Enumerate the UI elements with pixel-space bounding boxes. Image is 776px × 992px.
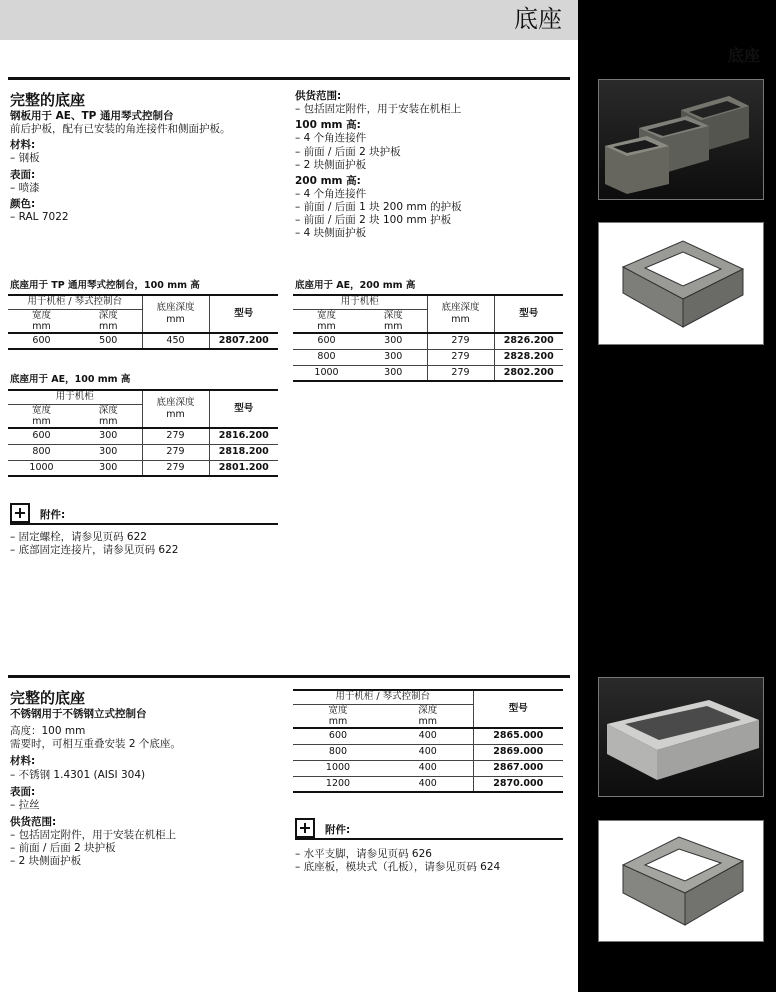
- list-item: – 前面 / 后面 2 块护板: [10, 842, 116, 855]
- cell-width: 600: [293, 333, 360, 349]
- plus-icon: [295, 818, 315, 838]
- cell-model: 2867.000: [473, 760, 563, 776]
- cell-width: 800: [293, 744, 383, 760]
- section1-subtitle: 钢板用于 AE、TP 通用琴式控制台: [10, 110, 174, 122]
- table-group-header: 用于机柜: [8, 390, 142, 404]
- cell-width: 1200: [293, 776, 383, 792]
- color-value: – RAL 7022: [10, 210, 69, 223]
- header-bar: [0, 0, 578, 40]
- cell-depth: 300: [360, 365, 427, 381]
- supply-value: – 包括固定附件，用于安装在机柜上: [295, 103, 462, 116]
- cell-width: 600: [293, 728, 383, 744]
- table-row: [293, 365, 563, 381]
- table-row: [8, 444, 278, 460]
- cell-width: 800: [8, 444, 75, 460]
- cell-depth: 300: [360, 349, 427, 365]
- cell-model: 2816.200: [209, 428, 278, 444]
- list-item: – 2 块侧面护板: [10, 855, 82, 868]
- cell-width: 600: [8, 428, 75, 444]
- cell-model: 2870.000: [473, 776, 563, 792]
- list-item: – 底座板，模块式（孔板），请参见页码 624: [295, 861, 501, 874]
- table-group-header: 用于机柜: [293, 295, 427, 309]
- cell-model: 2826.200: [494, 333, 563, 349]
- list-item: – 2 块侧面护板: [295, 158, 367, 171]
- table-row: [8, 460, 278, 476]
- section2-subtitle: 不锈钢用于不锈钢立式控制台: [10, 708, 147, 720]
- cell-base-depth: 450: [142, 333, 209, 349]
- material-value: – 钢板: [10, 152, 40, 165]
- col-header-base-depth: 底座深度 mm: [142, 390, 209, 428]
- supply-label: 供货范围:: [295, 90, 342, 102]
- table-row: [8, 428, 278, 444]
- cell-depth: 400: [383, 776, 473, 792]
- cell-depth: 400: [383, 760, 473, 776]
- table-tp: [8, 294, 278, 350]
- col-header-model: 型号: [209, 295, 278, 333]
- col-header-model: 型号: [494, 295, 563, 333]
- table-ae200: [293, 294, 563, 382]
- cell-base-depth: 279: [142, 460, 209, 476]
- table-tp-caption: 底座用于 TP 通用琴式控制台，100 mm 高: [10, 280, 200, 291]
- table-row: [293, 760, 563, 776]
- product-photo-plinths: [598, 79, 764, 200]
- cell-base-depth: 279: [427, 365, 494, 381]
- cell-model: 2818.200: [209, 444, 278, 460]
- table-group-header: 用于机柜 / 琴式控制台: [293, 690, 473, 704]
- section1-intro: 前后护板，配有已安装的角连接件和侧面护板。: [10, 123, 231, 136]
- cell-model: 2801.200: [209, 460, 278, 476]
- plus-icon: [10, 503, 30, 523]
- accessories-list: [10, 531, 285, 557]
- list-item: – 固定螺栓，请参见页码 622: [10, 531, 147, 543]
- list-item: – 前面 / 后面 2 块护板: [295, 145, 401, 158]
- table-row: [8, 333, 278, 349]
- cell-base-depth: 279: [427, 349, 494, 365]
- accessories-label: 附件:: [325, 824, 351, 836]
- h100-label: 100 mm 高:: [295, 119, 361, 132]
- product-drawing-steel-plinth: [598, 222, 764, 345]
- col-header-depth: 深度 mm: [98, 309, 118, 332]
- section2-title: 完整的底座: [10, 689, 86, 707]
- product-drawing-stainless-plinth: [598, 820, 764, 942]
- section1-description: [10, 90, 285, 224]
- cell-model: 2828.200: [494, 349, 563, 365]
- supply-label: 供货范围:: [10, 815, 57, 828]
- list-item: – 底部固定连接片，请参见页码 622: [10, 544, 179, 557]
- table-group-header: 用于机柜 / 琴式控制台: [8, 295, 142, 309]
- page-title: 底座: [514, 5, 562, 33]
- accessories-list: [295, 848, 570, 874]
- table-ae100-caption: 底座用于 AE，100 mm 高: [10, 374, 131, 385]
- accessories-header: [10, 503, 278, 525]
- col-header-depth: 深度 mm: [418, 704, 438, 727]
- table-row: [293, 776, 563, 792]
- col-header-width: 宽度 mm: [31, 404, 51, 427]
- cell-depth: 300: [75, 428, 142, 444]
- cell-base-depth: 279: [142, 428, 209, 444]
- section1-supply: [295, 90, 570, 240]
- height-line: 高度：100 mm: [10, 725, 86, 738]
- cell-model: 2865.000: [473, 728, 563, 744]
- section2-description: [10, 688, 285, 868]
- col-header-depth: 深度 mm: [383, 309, 403, 332]
- col-header-depth: 深度 mm: [98, 404, 118, 427]
- accessories-label: 附件:: [40, 509, 66, 521]
- cell-width: 600: [8, 333, 75, 349]
- table-row: [293, 349, 563, 365]
- col-header-width: 宽度 mm: [31, 309, 51, 332]
- section1-title: 完整的底座: [10, 91, 86, 109]
- surface-value: – 喷漆: [10, 181, 40, 194]
- cell-width: 800: [293, 349, 360, 365]
- surface-value: – 拉丝: [10, 798, 40, 811]
- cell-depth: 300: [75, 444, 142, 460]
- list-item: – 4 个角连接件: [295, 132, 367, 145]
- table-row: [293, 744, 563, 760]
- material-value: – 不锈钢 1.4301 (AISI 304): [10, 768, 146, 781]
- cell-depth: 500: [75, 333, 142, 349]
- list-item: – 4 块侧面护板: [295, 227, 367, 240]
- h200-label: 200 mm 高:: [295, 174, 361, 187]
- col-header-model: 型号: [473, 690, 563, 728]
- list-item: – 4 个角连接件: [295, 187, 367, 200]
- cell-model: 2802.200: [494, 365, 563, 381]
- section2-divider: [8, 675, 570, 678]
- section-subtitle: 底座: [727, 46, 760, 65]
- table-row: [293, 728, 563, 744]
- cell-depth: 300: [75, 460, 142, 476]
- cell-width: 1000: [293, 365, 360, 381]
- cell-depth: 400: [383, 728, 473, 744]
- list-item: – 前面 / 后面 2 块 100 mm 护板: [295, 214, 452, 227]
- cell-width: 1000: [293, 760, 383, 776]
- col-header-model: 型号: [209, 390, 278, 428]
- table-stainless: [293, 689, 563, 793]
- table-row: [293, 333, 563, 349]
- col-header-width: 宽度 mm: [316, 309, 336, 332]
- cell-depth: 300: [360, 333, 427, 349]
- material-label: 材料:: [10, 139, 36, 152]
- table-ae200-caption: 底座用于 AE，200 mm 高: [295, 280, 416, 291]
- surface-label: 表面:: [10, 168, 36, 181]
- cell-model: 2869.000: [473, 744, 563, 760]
- cell-base-depth: 279: [142, 444, 209, 460]
- cell-base-depth: 279: [427, 333, 494, 349]
- col-header-base-depth: 底座深度 mm: [427, 295, 494, 333]
- list-item: – 水平支脚，请参见页码 626: [295, 848, 432, 860]
- stack-line: 需要时，可相互重叠安装 2 个底座。: [10, 738, 181, 751]
- surface-label: 表面:: [10, 785, 36, 798]
- list-item: – 前面 / 后面 1 块 200 mm 的护板: [295, 201, 462, 213]
- section1-divider: [8, 77, 570, 80]
- table-ae100: [8, 389, 278, 477]
- col-header-width: 宽度 mm: [328, 704, 348, 727]
- cell-model: 2807.200: [209, 333, 278, 349]
- material-label: 材料:: [10, 755, 36, 768]
- cell-width: 1000: [8, 460, 75, 476]
- cell-depth: 400: [383, 744, 473, 760]
- list-item: – 包括固定附件，用于安装在机柜上: [10, 829, 177, 841]
- accessories-header: [295, 818, 563, 840]
- col-header-base-depth: 底座深度 mm: [142, 295, 209, 333]
- product-photo-stainless-plinth: [598, 677, 764, 797]
- color-label: 颜色:: [10, 197, 36, 210]
